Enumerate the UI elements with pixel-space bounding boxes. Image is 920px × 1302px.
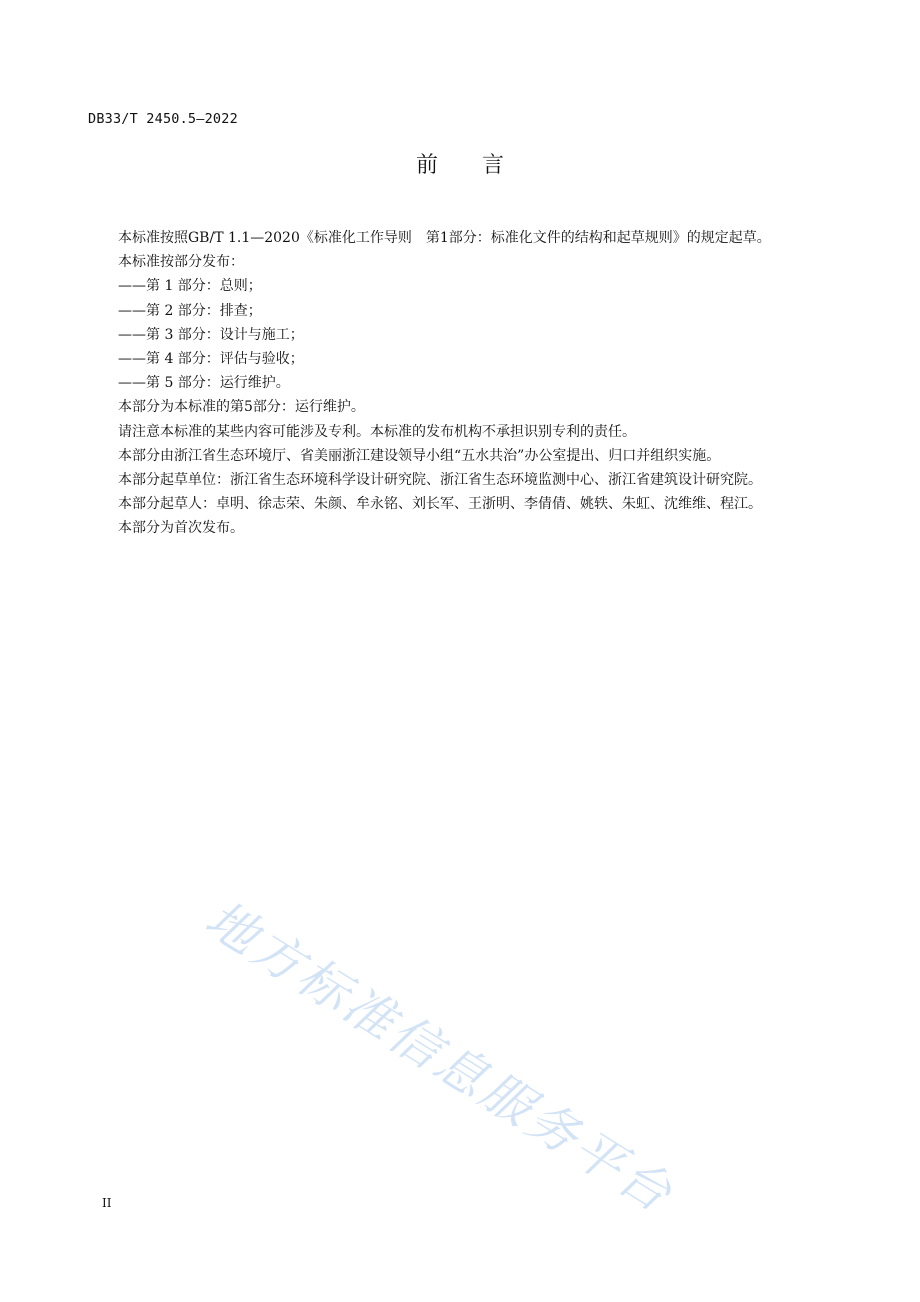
paragraph-this-part: 本部分为本标准的第5部分：运行维护。 [118,399,365,416]
paragraph-proposer: 本部分由浙江省生态环境厅、省美丽浙江建设领导小组“五水共治”办公室提出、归口并组织实施。 [118,447,721,464]
page-title: 前言 [415,153,548,178]
paragraph-drafters: 本部分起草人：卓明、徐志荣、朱颜、牟永铭、刘长军、王浙明、李倩倩、姚轶、朱虹、沈维维、程江。 [118,496,762,513]
paragraph-drafting-units: 本部分起草单位：浙江省生态环境科学设计研究院、浙江省生态环境监测中心、浙江省建筑设计研究院。 [118,472,762,489]
list-item-part-5: ——第 5 部分：运行维护。 [118,375,290,392]
page-number: II [102,1196,112,1210]
paragraph-drafting-rules: 本标准按照GB/T 1.1—2020《标准化工作导则 第1部分：标准化文件的结构和起草规则》的规定起草。 [118,230,771,246]
document-code: DB33/T 2450.5—2022 [88,111,238,127]
document-body [88,226,816,541]
list-item-part-4: ——第 4 部分：评估与验收； [118,351,304,368]
watermark: 地方标准信息服务平台 [195,889,685,1225]
paragraph-parts-intro: 本标准按部分发布： [118,254,244,271]
paragraph-patent-notice: 请注意本标准的某些内容可能涉及专利。本标准的发布机构不承担识别专利的责任。 [118,423,636,440]
list-item-part-2: ——第 2 部分：排查； [118,302,262,319]
list-item-part-1: ——第 1 部分：总则； [118,278,262,295]
paragraph-first-release: 本部分为首次发布。 [118,520,244,537]
list-item-part-3: ——第 3 部分：设计与施工； [118,326,304,343]
